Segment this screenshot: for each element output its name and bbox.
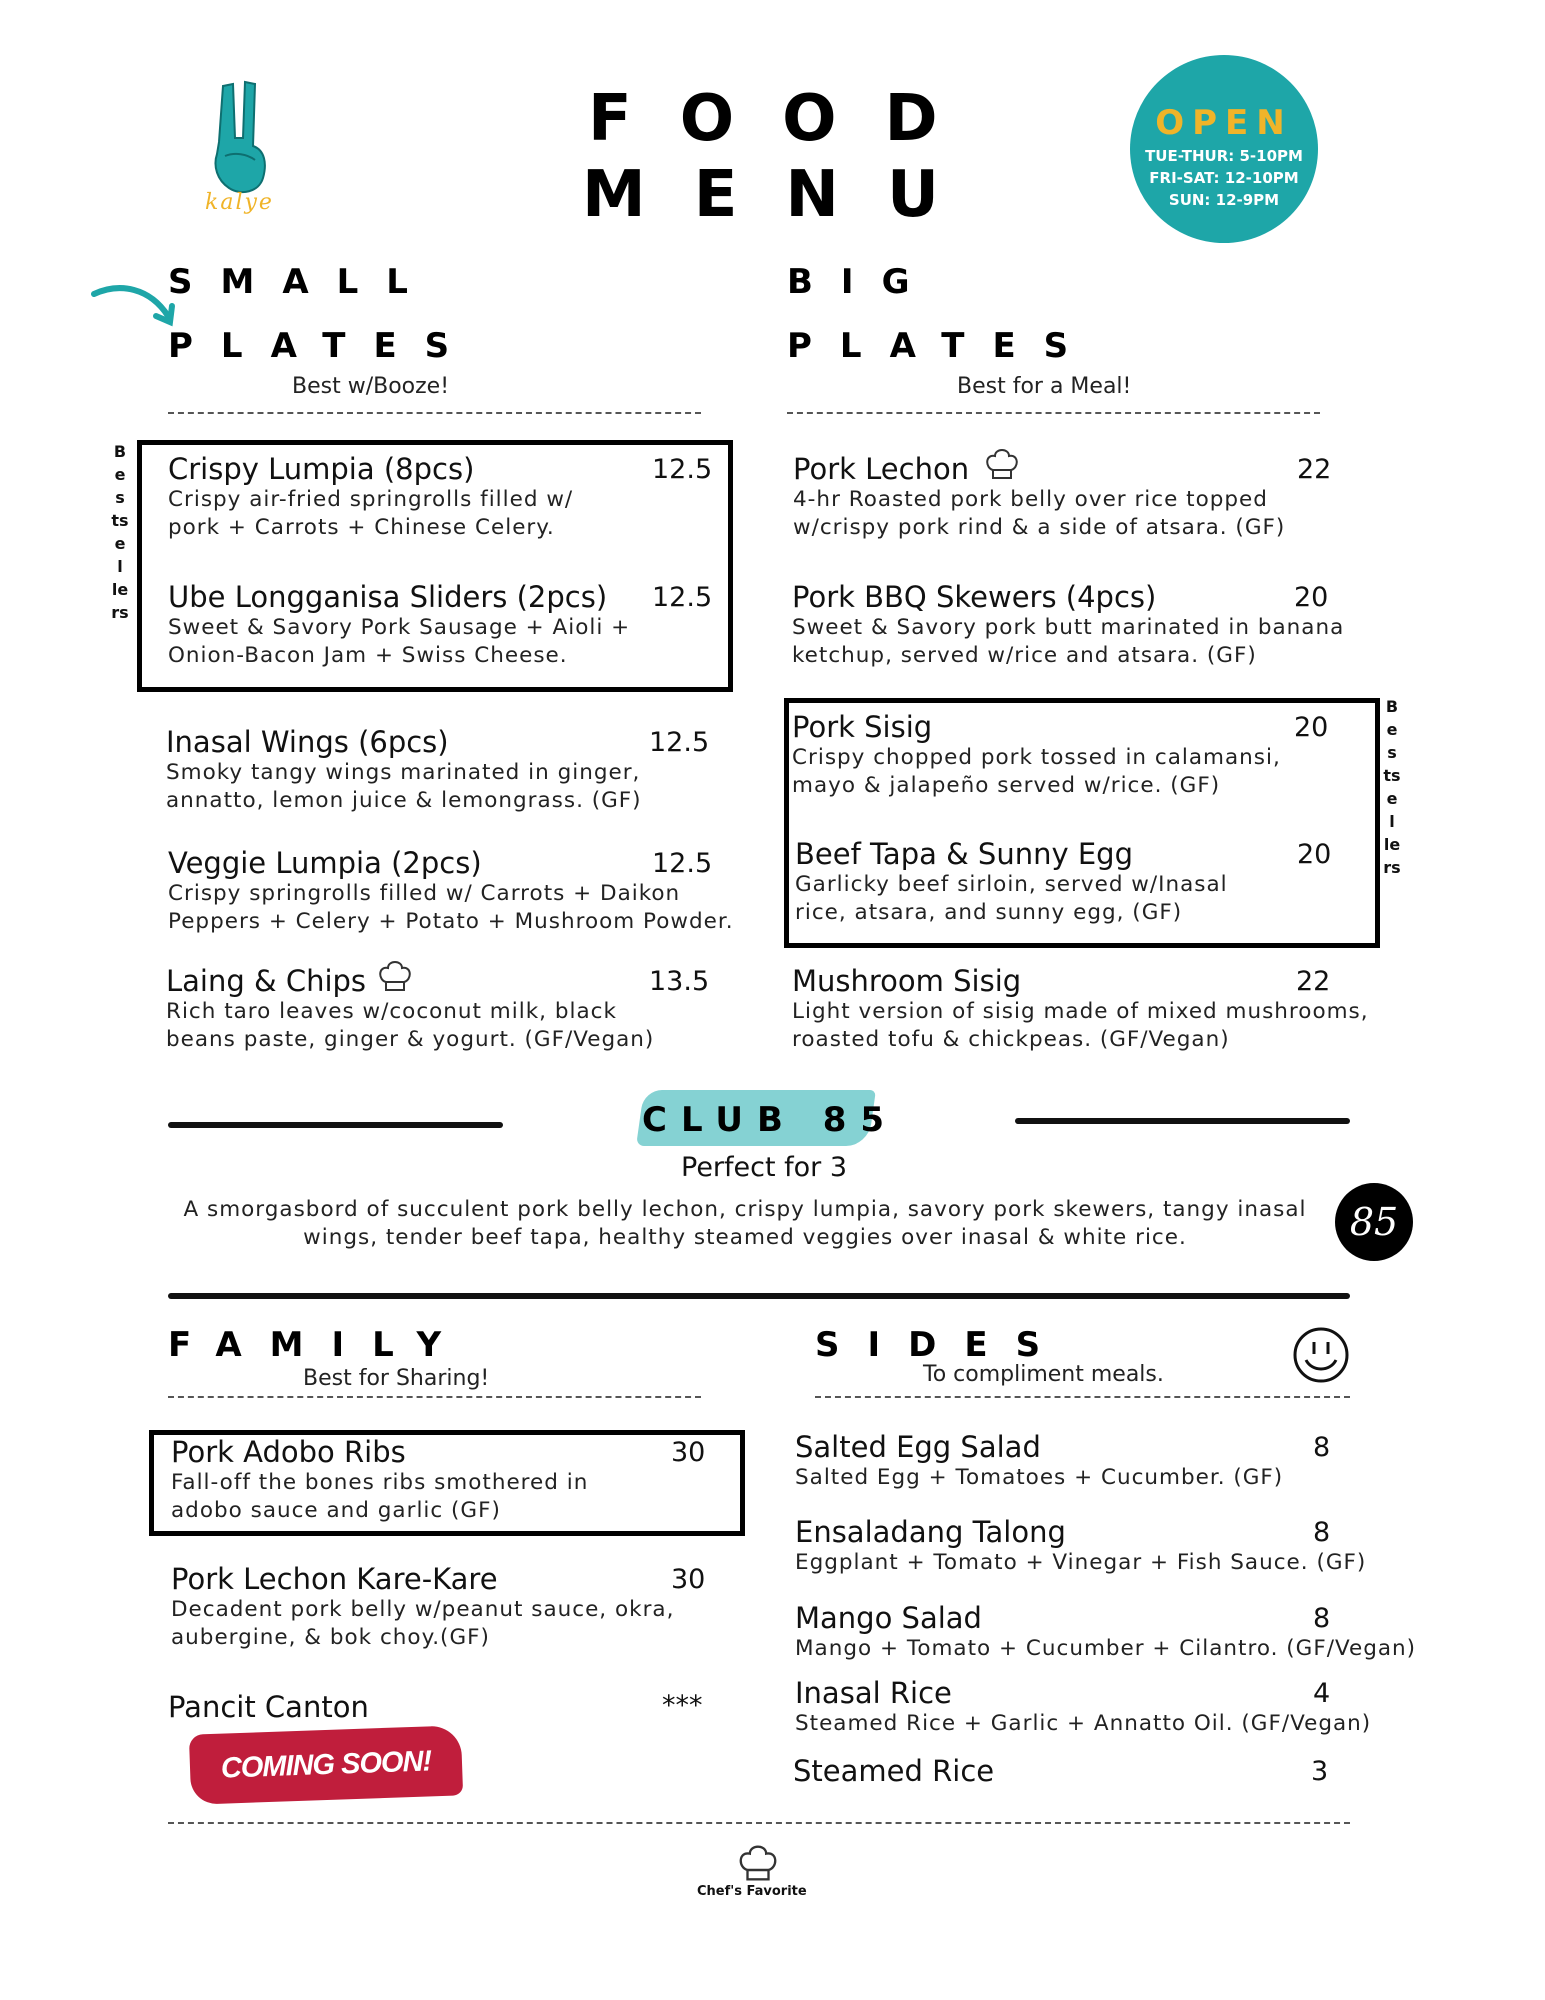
item-name: Pancit Canton [168, 1690, 369, 1724]
bestsellers-label: B e s ts e l le rs [1383, 697, 1401, 877]
small-plates-title: PLATES [168, 326, 478, 366]
divider [168, 1122, 503, 1128]
item-desc: Onion-Bacon Jam + Swiss Cheese. [168, 643, 568, 668]
item-price: 12.5 [652, 848, 713, 879]
item-desc: Rich taro leaves w/coconut milk, black [166, 999, 617, 1024]
hours-line: FRI-SAT: 12-10PM [1149, 169, 1299, 187]
item-price: 20 [1294, 712, 1329, 743]
item-desc: ketchup, served w/rice and atsara. (GF) [792, 643, 1257, 668]
item-name: Pork Adobo Ribs [171, 1435, 406, 1469]
item-price: 8 [1313, 1432, 1331, 1463]
item-desc: Sweet & Savory Pork Sausage + Aioli + [168, 615, 631, 640]
item-price: 30 [671, 1437, 706, 1468]
item-desc: Steamed Rice + Garlic + Annatto Oil. (GF/Vegan) [795, 1711, 1372, 1736]
logo [195, 78, 285, 228]
club-subtitle: Perfect for 3 [681, 1152, 848, 1183]
item-name: Crispy Lumpia (8pcs) [168, 452, 475, 486]
menu-item [793, 1754, 1373, 1788]
item-price: 8 [1313, 1517, 1331, 1548]
item-desc: Peppers + Celery + Potato + Mushroom Powder. [168, 909, 734, 934]
item-name: Beef Tapa & Sunny Egg [795, 837, 1133, 871]
divider [168, 1396, 701, 1398]
item-name: Inasal Wings (6pcs) [166, 725, 449, 759]
item-price: 22 [1296, 966, 1331, 997]
item-desc: Decadent pork belly w/peanut sauce, okra, [171, 1597, 675, 1622]
open-heading: OPEN [1155, 103, 1293, 143]
divider [1015, 1118, 1350, 1124]
menu-item [792, 580, 1352, 670]
menu-item [166, 725, 710, 815]
menu-item [166, 964, 710, 1054]
chef-hat-icon [738, 1842, 778, 1884]
small-plates-title: SMALL [168, 262, 436, 302]
brand-name: kalye [205, 190, 274, 215]
item-desc: mayo & jalapeño served w/rice. (GF) [792, 773, 1221, 798]
divider [168, 412, 701, 414]
item-price: 30 [671, 1564, 706, 1595]
item-desc: Crispy air-fried springrolls filled w/ [168, 487, 574, 512]
item-desc: Eggplant + Tomato + Vinegar + Fish Sauce. (GF) [795, 1550, 1367, 1575]
menu-item [795, 1430, 1375, 1492]
item-desc: Fall-off the bones ribs smothered in [171, 1470, 589, 1495]
item-desc: Salted Egg + Tomatoes + Cucumber. (GF) [795, 1465, 1284, 1490]
menu-item [792, 964, 1372, 1054]
sides-subtitle: To compliment meals. [923, 1362, 1164, 1387]
item-name: Ube Longganisa Sliders (2pcs) [168, 580, 608, 614]
item-desc: Light version of sisig made of mixed mushrooms, [792, 999, 1369, 1024]
divider [168, 1822, 1350, 1824]
item-name: Pork BBQ Skewers (4pcs) [792, 580, 1157, 614]
item-name: Pork Sisig [792, 710, 933, 744]
item-price: 22 [1297, 454, 1332, 485]
menu-item [168, 580, 713, 670]
item-desc: pork + Carrots + Chinese Celery. [168, 515, 555, 540]
menu-item [168, 1690, 728, 1724]
item-desc: Crispy springrolls filled w/ Carrots + Daikon [168, 881, 681, 906]
menu-item [171, 1435, 731, 1525]
title-line-2: MENU [582, 158, 987, 232]
big-plates-subtitle: Best for a Meal! [957, 374, 1132, 399]
bestsellers-label: B e s ts e l le rs [111, 442, 129, 622]
divider [787, 412, 1320, 414]
club-title: CLUB 85 [642, 1100, 899, 1140]
menu-item [168, 846, 734, 936]
item-desc: beans paste, ginger & yogurt. (GF/Vegan) [166, 1027, 655, 1052]
item-name: Veggie Lumpia (2pcs) [168, 846, 482, 880]
item-name: Pork Lechon Kare-Kare [171, 1562, 498, 1596]
item-price: 12.5 [652, 454, 713, 485]
item-name: Mango Salad [795, 1601, 982, 1635]
menu-item [168, 452, 713, 542]
divider [815, 1396, 1350, 1398]
item-price: 12.5 [649, 727, 710, 758]
menu-item [795, 1601, 1417, 1663]
item-desc: annatto, lemon juice & lemongrass. (GF) [166, 788, 642, 813]
menu-item [171, 1562, 751, 1652]
big-plates-title: PLATES [787, 326, 1097, 366]
item-price: 20 [1297, 839, 1332, 870]
peace-hand-icon [195, 78, 285, 198]
divider [168, 1293, 1350, 1299]
item-name: Mushroom Sisig [792, 964, 1022, 998]
big-plates-title: BIG [787, 262, 938, 302]
hours-line: TUE-THUR: 5-10PM [1145, 147, 1303, 165]
sides-title: SIDES [815, 1325, 1069, 1365]
item-name: Laing & Chips [166, 964, 367, 998]
legend-label: Chef's Favorite [697, 1884, 807, 1899]
item-desc: roasted tofu & chickpeas. (GF/Vegan) [792, 1027, 1230, 1052]
item-desc: Sweet & Savory pork butt marinated in banana [792, 615, 1345, 640]
item-desc: aubergine, & bok choy.(GF) [171, 1625, 490, 1650]
item-desc: w/crispy pork rind & a side of atsara. (GF) [793, 515, 1286, 540]
item-price: 8 [1313, 1603, 1331, 1634]
item-name: Salted Egg Salad [795, 1430, 1041, 1464]
hours-badge [1130, 55, 1318, 243]
item-name: Pork Lechon [793, 452, 970, 486]
chef-hat-icon [378, 958, 412, 998]
menu-item [795, 1676, 1395, 1738]
smiley-icon [1292, 1326, 1350, 1384]
family-title: FAMILY [168, 1325, 470, 1365]
item-desc: rice, atsara, and sunny egg, (GF) [795, 900, 1183, 925]
item-price: 4 [1313, 1678, 1331, 1709]
menu-item [795, 1515, 1375, 1577]
menu-item [795, 837, 1355, 927]
item-desc: Crispy chopped pork tossed in calamansi, [792, 745, 1281, 770]
item-desc: 4-hr Roasted pork belly over rice topped [793, 487, 1268, 512]
item-name: Inasal Rice [795, 1676, 952, 1710]
item-name: Ensaladang Talong [795, 1515, 1066, 1549]
item-name: Steamed Rice [793, 1754, 995, 1788]
item-price: 3 [1311, 1756, 1329, 1787]
club-price-badge: 85 [1335, 1183, 1413, 1261]
small-plates-subtitle: Best w/Booze! [292, 374, 450, 399]
coming-soon-badge: COMING SOON! [189, 1725, 463, 1804]
club-desc: A smorgasbord of succulent pork belly lechon, crispy lumpia, savory pork skewers, tangy inasal wings, tender beef tapa, healthy steamed veggies over inasal & white rice. [183, 1197, 1307, 1250]
item-desc: Garlicky beef sirloin, served w/Inasal [795, 872, 1228, 897]
chef-hat-icon [985, 446, 1019, 486]
item-desc: Smoky tangy wings marinated in ginger, [166, 760, 641, 785]
item-price: *** [662, 1690, 703, 1721]
family-subtitle: Best for Sharing! [303, 1366, 490, 1391]
item-desc: adobo sauce and garlic (GF) [171, 1498, 501, 1523]
item-desc: Mango + Tomato + Cucumber + Cilantro. (GF/Vegan) [795, 1636, 1417, 1661]
item-price: 13.5 [649, 966, 710, 997]
arrow-icon [90, 282, 180, 332]
item-price: 20 [1294, 582, 1329, 613]
title-line-1: FOOD [588, 82, 986, 156]
hours-line: SUN: 12-9PM [1168, 191, 1280, 209]
item-price: 12.5 [652, 582, 713, 613]
menu-item [793, 452, 1353, 542]
menu-item [792, 710, 1352, 800]
